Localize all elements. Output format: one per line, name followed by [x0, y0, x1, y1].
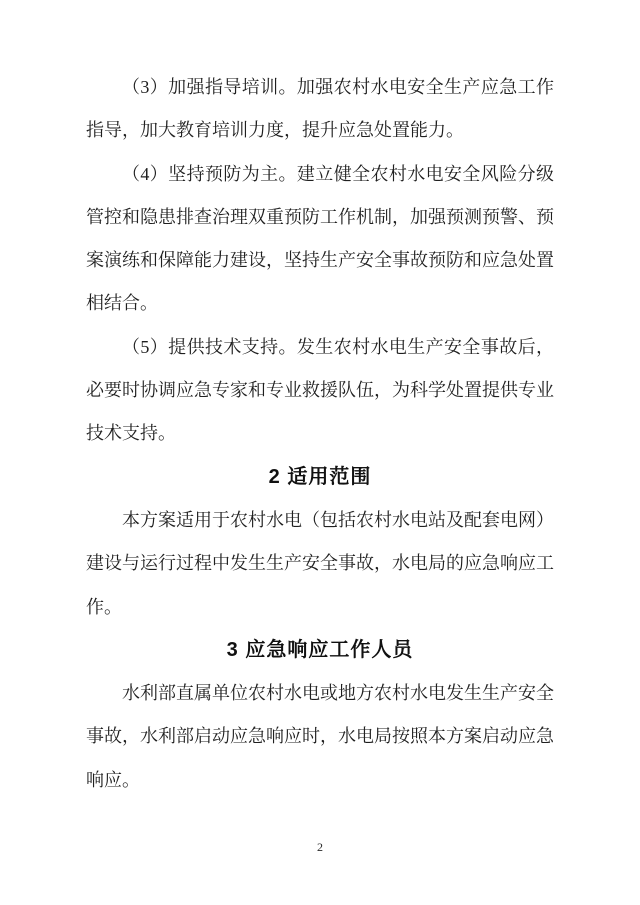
paragraph-item-5: （5）提供技术支持。发生农村水电生产安全事故后，必要时协调应急专家和专业救援队伍，为科学处置提供专业技术支持。 — [86, 336, 554, 444]
section-heading-personnel: 3 应急响应工作人员 — [226, 638, 414, 661]
paragraph-personnel: 水利部直属单位农村水电或地方农村水电发生生产安全事故，水利部启动应急响应时，水电局按照本方案启动应急响应。 — [86, 683, 554, 790]
page-number: 2 — [317, 840, 323, 854]
section-heading-scope: 2 适用范围 — [268, 465, 372, 488]
document-body — [86, 66, 554, 802]
paragraph-item-4: （4）坚持预防为主。建立健全农村水电安全风险分级管控和隐患排查治理双重预防工作机制，加强预测预警、预案演练和保障能力建设，坚持生产安全事故预防和应急处置相结合。 — [86, 163, 554, 314]
paragraph-scope: 本方案适用于农村水电（包括农村水电站及配套电网）建设与运行过程中发生生产安全事故，水电局的应急响应工作。 — [86, 509, 554, 617]
paragraph-item-3: （3）加强指导培训。加强农村水电安全生产应急工作指导，加大教育培训力度，提升应急处置能力。 — [86, 77, 554, 141]
